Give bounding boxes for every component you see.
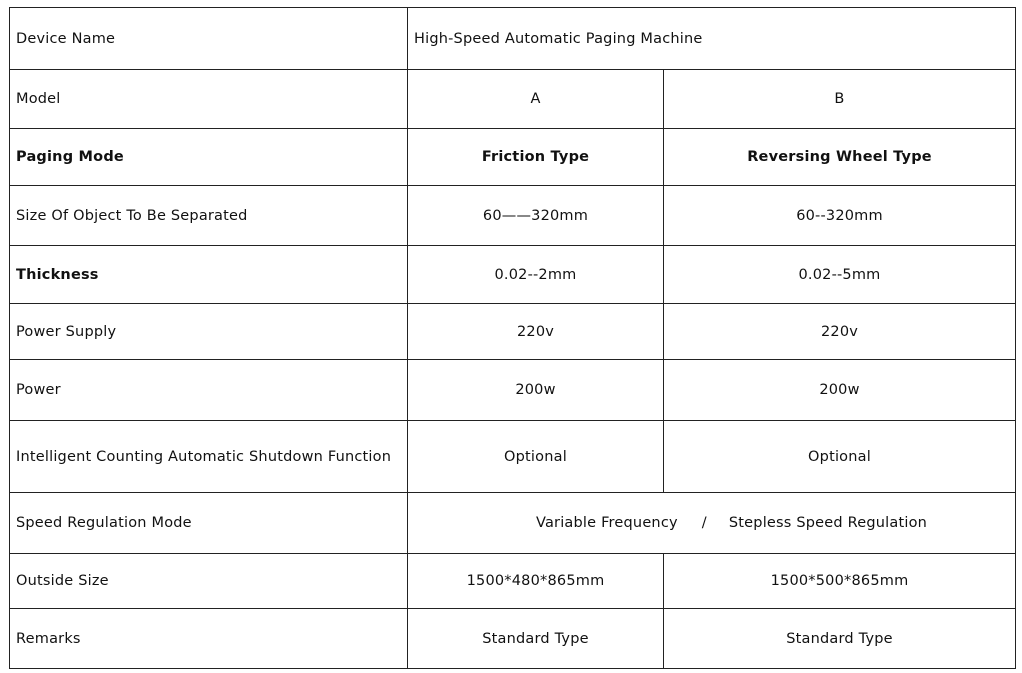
model-a: A	[408, 70, 664, 129]
model-label: Model	[10, 70, 408, 129]
thickness-b: 0.02--5mm	[664, 246, 1016, 304]
power-supply-a: 220v	[408, 304, 664, 360]
size-of-object-b: 60--320mm	[664, 186, 1016, 246]
size-of-object-label: Size Of Object To Be Separated	[10, 186, 408, 246]
thickness-label: Thickness	[10, 246, 408, 304]
size-of-object-a: 60——320mm	[408, 186, 664, 246]
device-name-label: Device Name	[10, 8, 408, 70]
row-power-supply	[10, 304, 1016, 360]
row-counting-function	[10, 421, 1016, 493]
paging-mode-label: Paging Mode	[10, 129, 408, 186]
speed-regulation-part2: Stepless Speed Regulation	[728, 515, 928, 531]
outside-size-label: Outside Size	[10, 554, 408, 609]
power-supply-label: Power Supply	[10, 304, 408, 360]
row-size-of-object	[10, 186, 1016, 246]
paging-mode-b: Reversing Wheel Type	[664, 129, 1016, 186]
model-b: B	[664, 70, 1016, 129]
speed-regulation-value	[408, 493, 1016, 554]
row-model	[10, 70, 1016, 129]
row-paging-mode	[10, 129, 1016, 186]
row-outside-size	[10, 554, 1016, 609]
row-thickness	[10, 246, 1016, 304]
counting-function-b: Optional	[664, 421, 1016, 493]
row-speed-regulation	[10, 493, 1016, 554]
spec-table	[9, 7, 1016, 669]
outside-size-b: 1500*500*865mm	[664, 554, 1016, 609]
power-a: 200w	[408, 360, 664, 421]
speed-regulation-label: Speed Regulation Mode	[10, 493, 408, 554]
speed-regulation-separator: /	[701, 515, 707, 531]
power-label: Power	[10, 360, 408, 421]
remarks-label: Remarks	[10, 609, 408, 669]
row-power	[10, 360, 1016, 421]
thickness-a: 0.02--2mm	[408, 246, 664, 304]
speed-regulation-part1: Variable Frequency	[535, 515, 678, 531]
remarks-b: Standard Type	[664, 609, 1016, 669]
row-remarks	[10, 609, 1016, 669]
counting-function-a: Optional	[408, 421, 664, 493]
power-b: 200w	[664, 360, 1016, 421]
row-device-name	[10, 8, 1016, 70]
counting-function-label: Intelligent Counting Automatic Shutdown Function	[10, 421, 408, 493]
device-name-value: High-Speed Automatic Paging Machine	[408, 8, 1016, 70]
power-supply-b: 220v	[664, 304, 1016, 360]
remarks-a: Standard Type	[408, 609, 664, 669]
paging-mode-a: Friction Type	[408, 129, 664, 186]
outside-size-a: 1500*480*865mm	[408, 554, 664, 609]
